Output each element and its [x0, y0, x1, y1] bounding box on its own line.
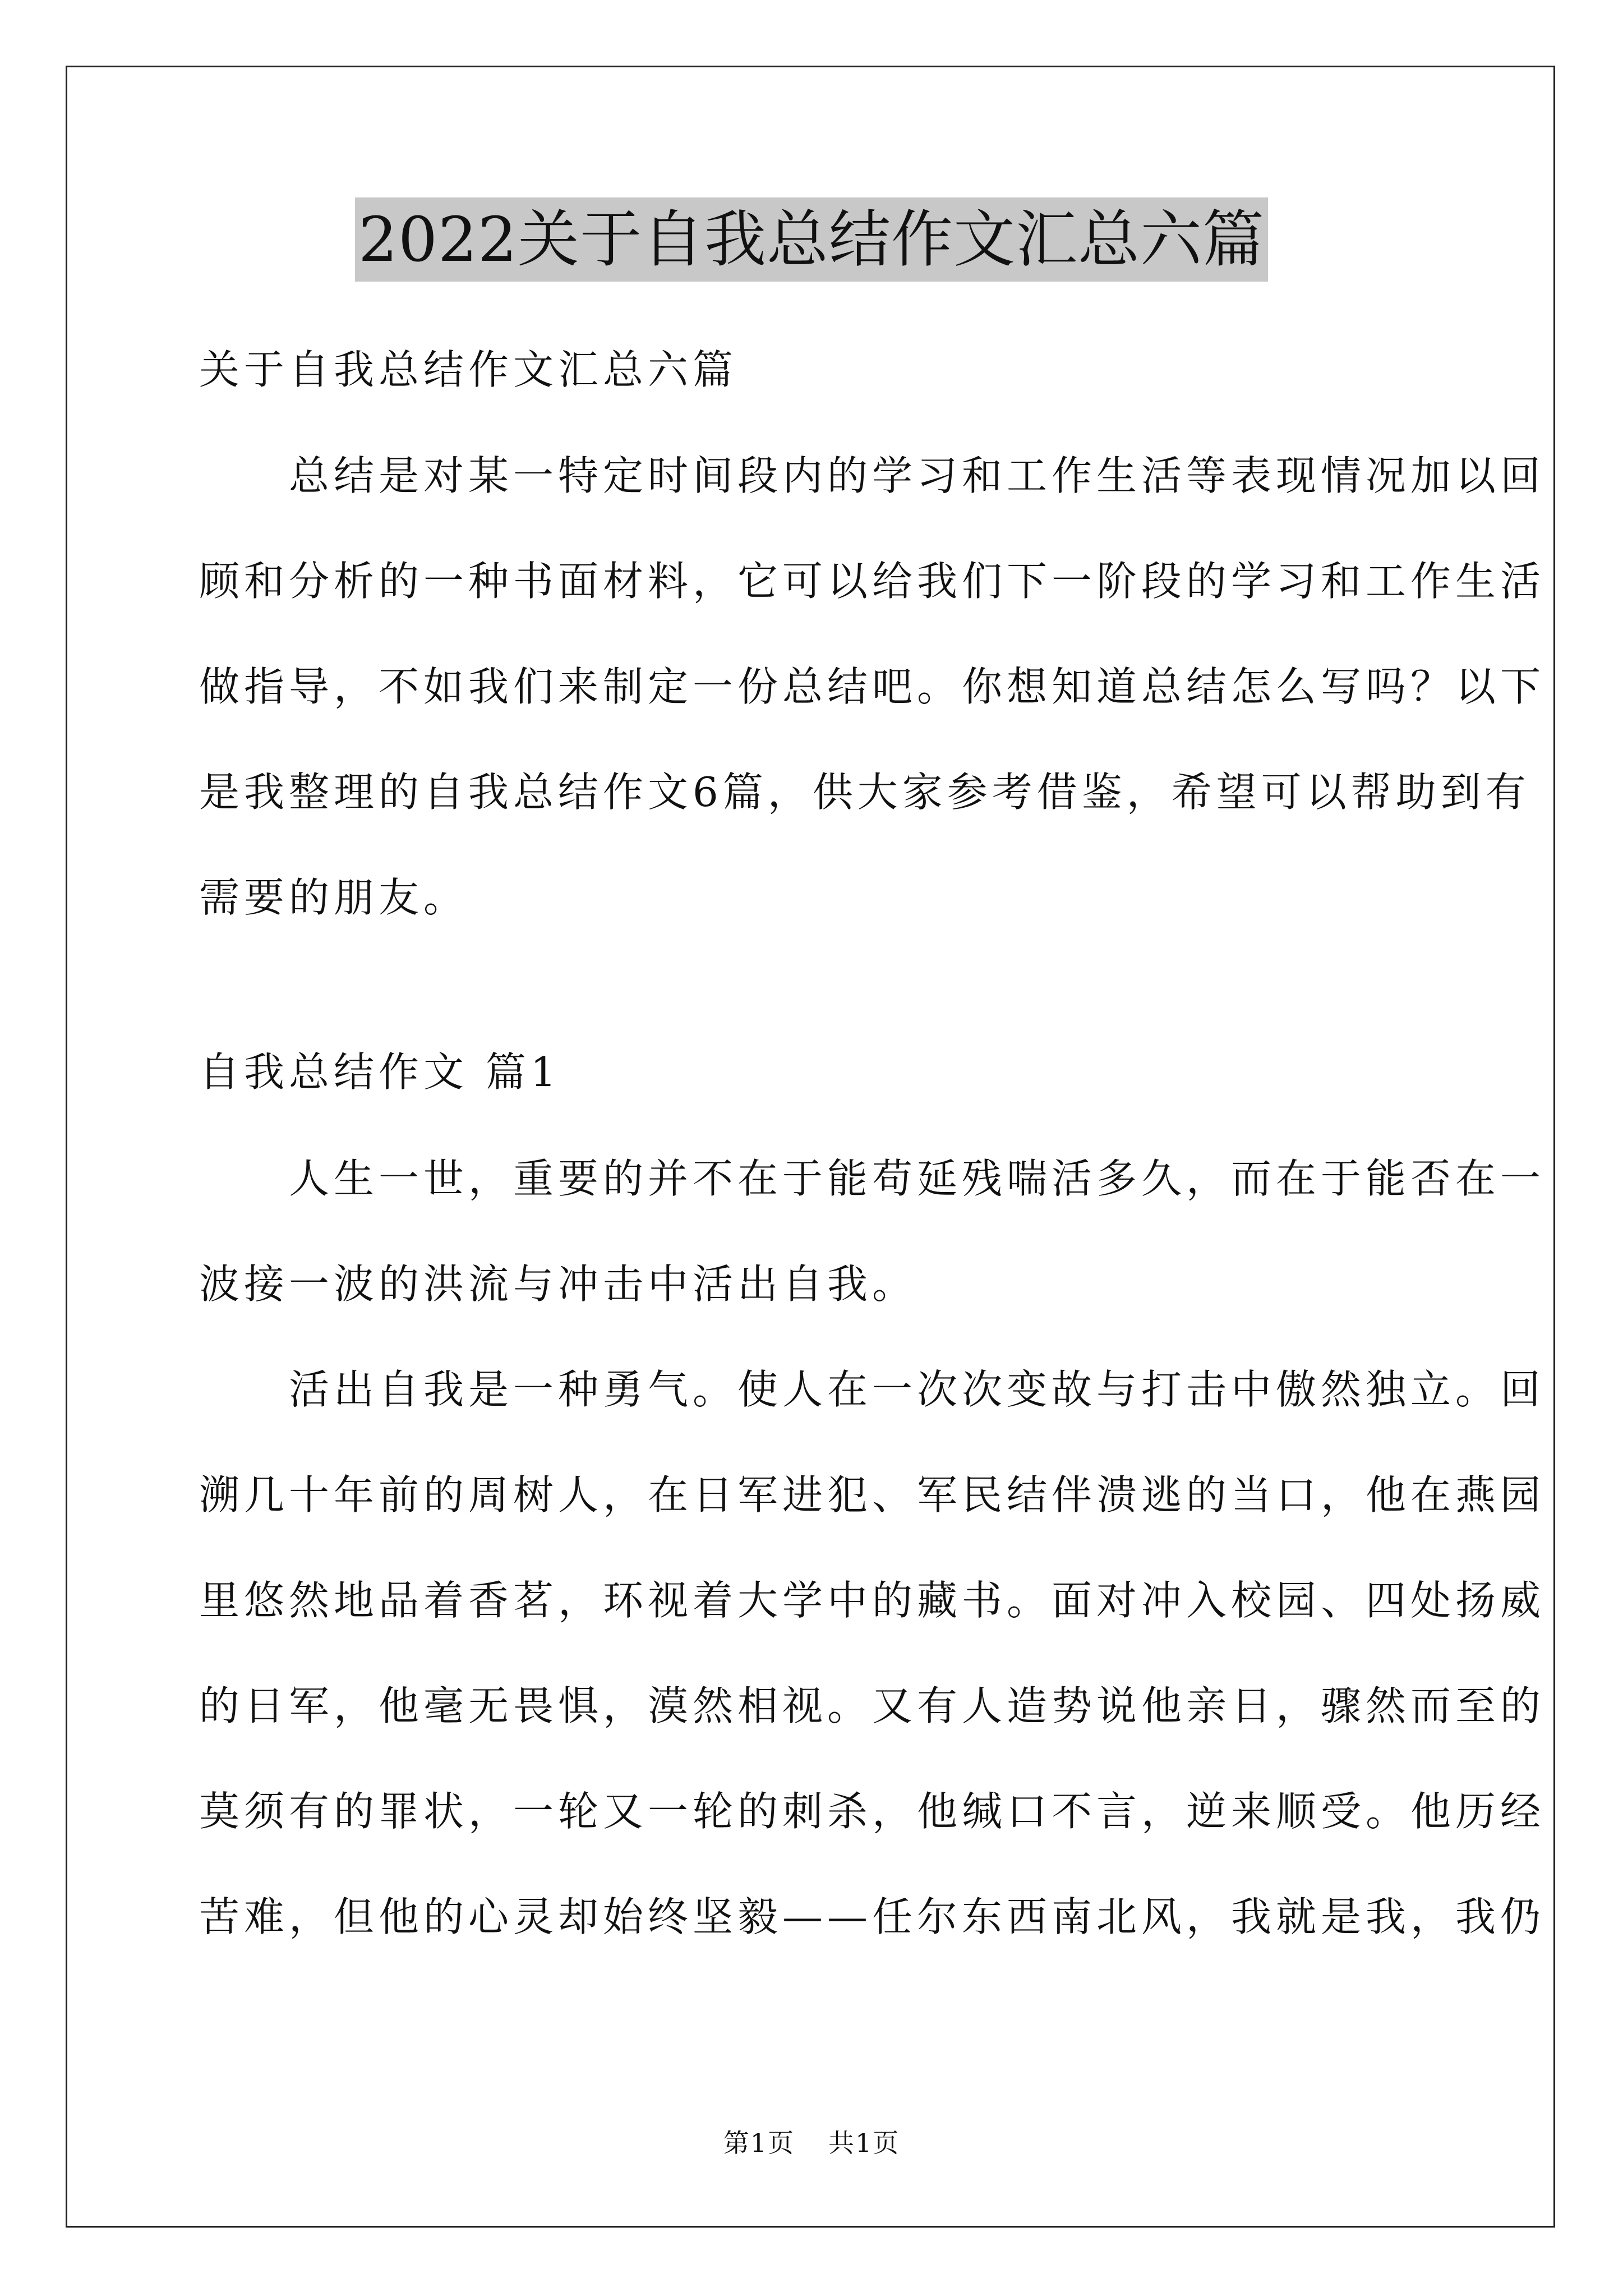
intro-paragraph — [199, 423, 1546, 950]
section-line: 活出自我是一种勇气。使人在一次次变故与打击中傲然独立。回 — [199, 1366, 1546, 1413]
subtitle-block — [199, 317, 1433, 422]
intro-line: 做指导，不如我们来制定一份总结吧。你想知道总结怎么写吗？以下 — [199, 663, 1546, 710]
section-line: 的日军，他毫无畏惧，漠然相视。又有人造势说他亲日，骤然而至的 — [199, 1682, 1546, 1729]
section-line: 里悠然地品着香茗，环视着大学中的藏书。面对冲入校园、四处扬威 — [199, 1577, 1546, 1624]
title-container — [0, 197, 1623, 282]
document-title: 2022关于自我总结作文汇总六篇 — [355, 197, 1268, 282]
section-body — [199, 1126, 1546, 1970]
page-footer — [0, 2126, 1623, 2160]
section-line: 波接一波的洪流与冲击中活出自我。 — [199, 1260, 917, 1308]
intro-line: 总结是对某一特定时间段内的学习和工作生活等表现情况加以回 — [199, 452, 1546, 499]
page-number: 第1页 — [723, 2128, 795, 2158]
section-heading: 自我总结作文 篇1 — [199, 1048, 561, 1096]
page-total: 共1页 — [828, 2128, 900, 2158]
section-line: 莫须有的罪状，一轮又一轮的刺杀，他缄口不言，逆来顺受。他历经 — [199, 1788, 1546, 1835]
section-line: 苦难，但他的心灵却始终坚毅——任尔东西南北风，我就是我，我仍 — [199, 1893, 1546, 1940]
section-heading-block — [199, 1019, 1433, 1125]
intro-line: 是我整理的自我总结作文6篇，供大家参考借鉴，希望可以帮助到有 — [199, 769, 1530, 816]
section-line: 溯几十年前的周树人，在日军进犯、军民结伴溃逃的当口，他在燕园 — [199, 1471, 1546, 1519]
intro-line: 顾和分析的一种书面材料，它可以给我们下一阶段的学习和工作生活 — [199, 558, 1546, 605]
intro-line: 需要的朋友。 — [199, 874, 469, 921]
document-subtitle: 关于自我总结作文汇总六篇 — [199, 346, 738, 393]
section-line: 人生一世，重要的并不在于能苟延残喘活多久，而在于能否在一 — [199, 1155, 1546, 1202]
